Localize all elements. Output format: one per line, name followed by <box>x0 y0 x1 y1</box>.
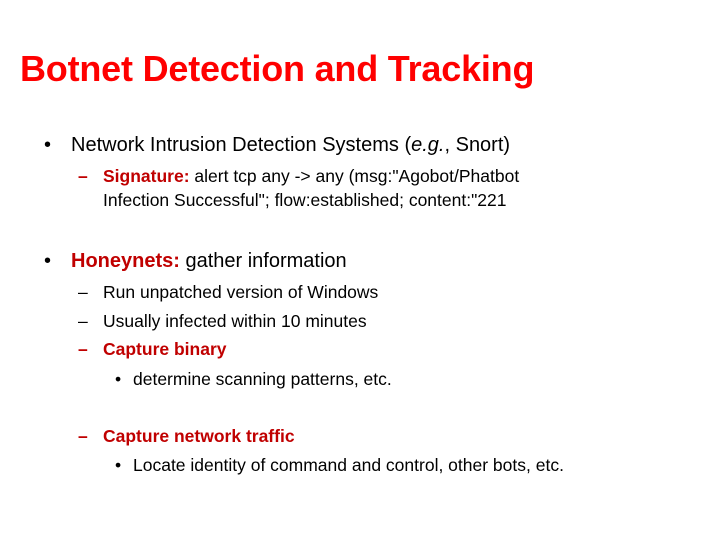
signature-label: Signature: <box>103 166 190 186</box>
bullet-nids <box>71 134 510 157</box>
sub-bullet-infected: Usually infected within 10 minutes <box>103 311 367 331</box>
bullet-nids-italic: e.g. <box>411 134 445 156</box>
honeynets-text: gather information <box>179 250 347 272</box>
sub-bullet-marker: – <box>78 166 88 186</box>
signature-line-2: Infection Successful"; flow:established; content:"221 <box>103 190 507 210</box>
sub-bullet-marker: – <box>78 311 88 331</box>
signature-text-1: alert tcp any -> any (msg:"Agobot/Phatbot <box>189 166 520 186</box>
sub-bullet-marker: – <box>78 282 88 302</box>
slide-title: Botnet Detection and Tracking <box>20 48 535 89</box>
signature-line-1 <box>103 166 519 187</box>
sub-sub-bullet-marker: • <box>115 369 122 389</box>
sub-sub-bullet-marker: • <box>115 455 122 475</box>
honeynets-label: Honeynets: <box>71 250 180 272</box>
sub-sub-bullet-command-control: Locate identity of command and control, other bots, etc. <box>133 455 564 475</box>
sub-bullet-capture-traffic: Capture network traffic <box>103 426 295 446</box>
bullet-marker: • <box>44 134 52 156</box>
sub-sub-bullet-scanning: determine scanning patterns, etc. <box>133 369 392 389</box>
bullet-nids-suffix: , Snort) <box>444 134 511 156</box>
sub-bullet-marker: – <box>78 426 88 446</box>
bullet-nids-prefix: Network Intrusion Detection Systems ( <box>71 134 412 156</box>
bullet-marker: • <box>44 250 52 272</box>
sub-bullet-unpatched: Run unpatched version of Windows <box>103 282 379 302</box>
sub-bullet-capture-binary: Capture binary <box>103 339 227 359</box>
sub-bullet-marker: – <box>78 339 88 359</box>
bullet-honeynets <box>71 250 347 273</box>
